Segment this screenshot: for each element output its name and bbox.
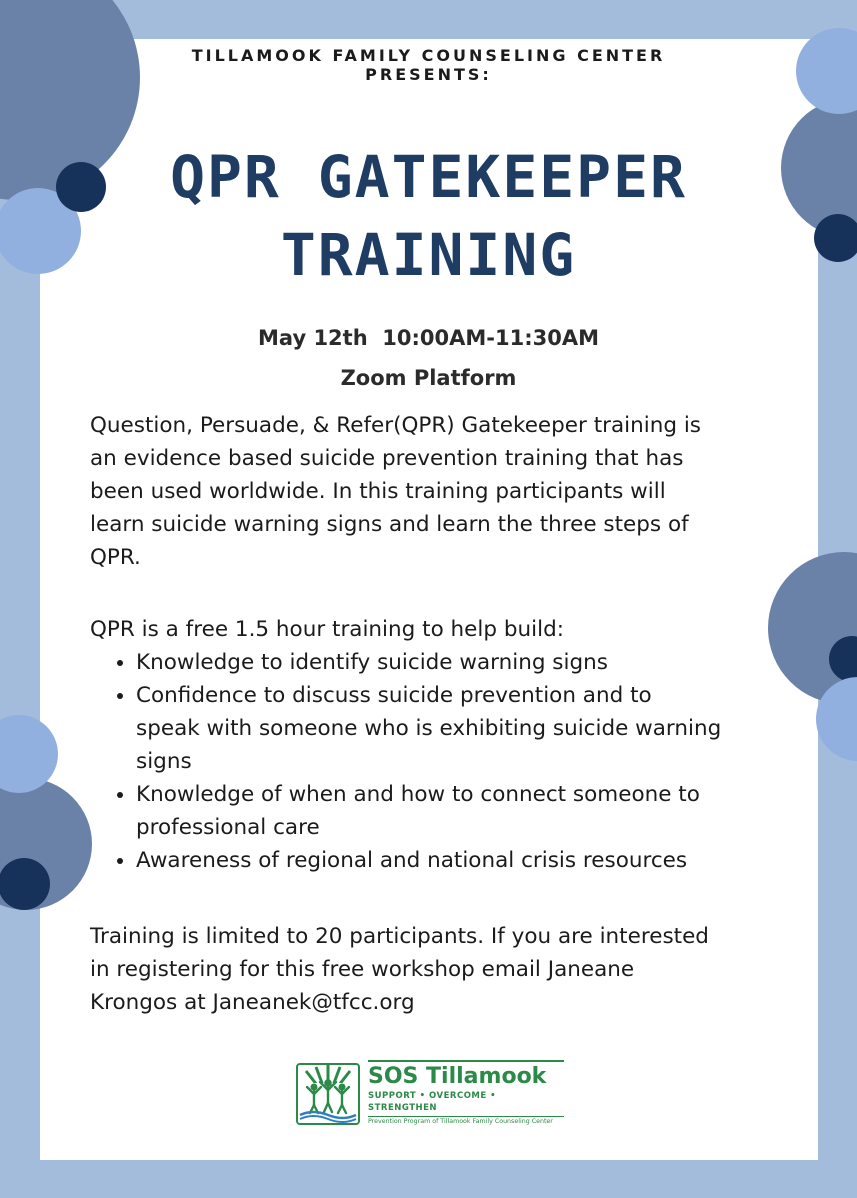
text-line: speak with someone who is exhibiting suicide warning: [136, 716, 722, 741]
list-item: [136, 646, 790, 679]
text-line: • Awareness of regional and national crisis resources: [136, 848, 688, 873]
logo-name: SOS Tillamook: [368, 1064, 547, 1089]
benefits-list: [90, 646, 790, 877]
text-line: signs: [136, 749, 192, 774]
text-line: Question, Persuade, & Refer(QPR) Gatekeeper training is: [90, 413, 701, 438]
event-details: [0, 318, 857, 398]
text-line: professional care: [136, 815, 320, 840]
text-line: been used worldwide. In this training participants will: [90, 479, 666, 504]
benefits-section: [90, 613, 790, 877]
list-item: [136, 679, 790, 778]
event-location: Zoom Platform: [340, 366, 517, 390]
list-item: [136, 778, 790, 844]
text-line: • Confidence to discuss suicide prevention and to: [136, 683, 652, 708]
title-line: TRAINING: [280, 221, 577, 289]
text-line: QPR.: [90, 545, 141, 570]
organizer-presents: PRESENTS:: [365, 65, 492, 84]
text-line: in registering for this free workshop email Janeane: [90, 957, 635, 982]
list-item: [136, 844, 790, 877]
organizer-heading: [0, 46, 857, 84]
logo-tagline: SUPPORT • OVERCOME • STRENGTHEN: [368, 1090, 564, 1117]
event-datetime: May 12th 10:00AM-11:30AM: [258, 326, 599, 350]
intro-paragraph: [90, 409, 790, 574]
registration-note: [90, 920, 790, 1019]
text-line: • Knowledge to identify suicide warning signs: [136, 650, 608, 675]
text-line: learn suicide warning signs and learn the three steps of: [90, 512, 689, 537]
benefits-lead: QPR is a free 1.5 hour training to help build:: [90, 617, 564, 642]
text-line: an evidence based suicide prevention training that has: [90, 446, 684, 471]
page-title: [0, 138, 857, 294]
logo-text: [368, 1060, 564, 1127]
text-line: • Knowledge of when and how to connect someone to: [136, 782, 700, 807]
organizer-name: TILLAMOOK FAMILY COUNSELING CENTER: [191, 46, 666, 65]
title-line: QPR GATEKEEPER: [170, 143, 687, 211]
logo-subtitle: Prevention Program of Tillamook Family Counseling Center: [368, 1118, 553, 1125]
text-line: Training is limited to 20 participants. If you are interested: [90, 924, 709, 949]
sos-tillamook-logo: [296, 1060, 564, 1127]
decor-circle: [0, 858, 50, 910]
text-line: Krongos at Janeanek@tfcc.org: [90, 990, 415, 1015]
people-sunburst-icon: [296, 1063, 360, 1125]
